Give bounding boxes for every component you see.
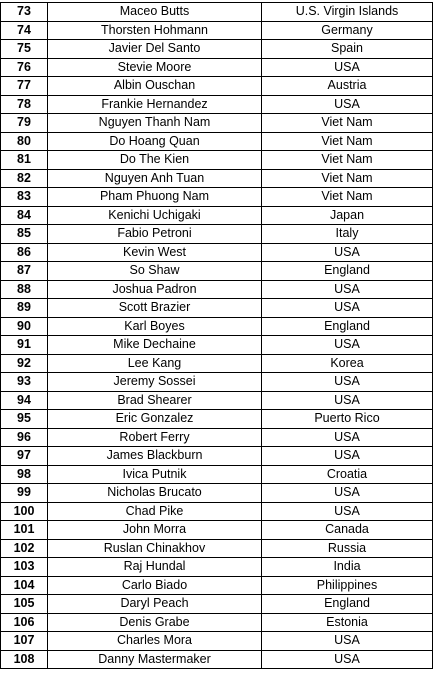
country-cell: USA — [262, 447, 433, 466]
table-row — [1, 3, 433, 22]
table-row — [1, 280, 433, 299]
country-cell: USA — [262, 299, 433, 318]
rank-cell: 86 — [1, 243, 48, 262]
table-row — [1, 502, 433, 521]
rank-cell: 106 — [1, 613, 48, 632]
country-cell: USA — [262, 58, 433, 77]
player-name-cell: Brad Shearer — [48, 391, 262, 410]
player-name-cell: Karl Boyes — [48, 317, 262, 336]
country-cell: Philippines — [262, 576, 433, 595]
player-name-cell: Do Hoang Quan — [48, 132, 262, 151]
rank-cell: 103 — [1, 558, 48, 577]
player-name-cell: Ruslan Chinakhov — [48, 539, 262, 558]
country-cell: England — [262, 262, 433, 281]
country-cell: USA — [262, 373, 433, 392]
table-row — [1, 595, 433, 614]
country-cell: USA — [262, 632, 433, 651]
country-cell: USA — [262, 336, 433, 355]
player-name-cell: Robert Ferry — [48, 428, 262, 447]
rank-cell: 78 — [1, 95, 48, 114]
table-row — [1, 650, 433, 669]
table-row — [1, 169, 433, 188]
player-name-cell: Javier Del Santo — [48, 40, 262, 59]
rank-cell: 94 — [1, 391, 48, 410]
country-cell: Canada — [262, 521, 433, 540]
rank-cell: 88 — [1, 280, 48, 299]
rank-cell: 84 — [1, 206, 48, 225]
rank-cell: 105 — [1, 595, 48, 614]
country-cell: Italy — [262, 225, 433, 244]
country-cell: Germany — [262, 21, 433, 40]
table-row — [1, 354, 433, 373]
rank-cell: 96 — [1, 428, 48, 447]
player-name-cell: Danny Mastermaker — [48, 650, 262, 669]
player-name-cell: Jeremy Sossei — [48, 373, 262, 392]
rank-cell: 85 — [1, 225, 48, 244]
rank-cell: 97 — [1, 447, 48, 466]
player-name-cell: Denis Grabe — [48, 613, 262, 632]
country-cell: Puerto Rico — [262, 410, 433, 429]
player-name-cell: Kevin West — [48, 243, 262, 262]
player-name-cell: Thorsten Hohmann — [48, 21, 262, 40]
rank-cell: 104 — [1, 576, 48, 595]
rank-cell: 95 — [1, 410, 48, 429]
ranking-table-body — [1, 3, 433, 669]
table-row — [1, 77, 433, 96]
country-cell: Viet Nam — [262, 114, 433, 133]
player-name-cell: So Shaw — [48, 262, 262, 281]
country-cell: USA — [262, 502, 433, 521]
table-row — [1, 558, 433, 577]
player-name-cell: James Blackburn — [48, 447, 262, 466]
table-row — [1, 58, 433, 77]
rank-cell: 108 — [1, 650, 48, 669]
rank-cell: 79 — [1, 114, 48, 133]
rank-cell: 100 — [1, 502, 48, 521]
country-cell: Viet Nam — [262, 169, 433, 188]
table-row — [1, 114, 433, 133]
country-cell: Viet Nam — [262, 132, 433, 151]
rank-cell: 87 — [1, 262, 48, 281]
player-name-cell: Frankie Hernandez — [48, 95, 262, 114]
player-name-cell: Lee Kang — [48, 354, 262, 373]
player-name-cell: Nguyen Thanh Nam — [48, 114, 262, 133]
country-cell: Estonia — [262, 613, 433, 632]
player-name-cell: Nguyen Anh Tuan — [48, 169, 262, 188]
table-row — [1, 243, 433, 262]
rank-cell: 98 — [1, 465, 48, 484]
table-row — [1, 40, 433, 59]
country-cell: Russia — [262, 539, 433, 558]
player-name-cell: Ivica Putnik — [48, 465, 262, 484]
rank-cell: 107 — [1, 632, 48, 651]
player-name-cell: Chad Pike — [48, 502, 262, 521]
rank-cell: 75 — [1, 40, 48, 59]
country-cell: Viet Nam — [262, 151, 433, 170]
table-row — [1, 299, 433, 318]
table-row — [1, 632, 433, 651]
rank-cell: 82 — [1, 169, 48, 188]
player-name-cell: John Morra — [48, 521, 262, 540]
rank-cell: 76 — [1, 58, 48, 77]
rank-cell: 73 — [1, 3, 48, 22]
player-name-cell: Kenichi Uchigaki — [48, 206, 262, 225]
rank-cell: 74 — [1, 21, 48, 40]
country-cell: England — [262, 595, 433, 614]
country-cell: Spain — [262, 40, 433, 59]
rank-cell: 92 — [1, 354, 48, 373]
player-name-cell: Do The Kien — [48, 151, 262, 170]
player-name-cell: Eric Gonzalez — [48, 410, 262, 429]
country-cell: USA — [262, 391, 433, 410]
table-row — [1, 447, 433, 466]
rank-cell: 81 — [1, 151, 48, 170]
rank-cell: 91 — [1, 336, 48, 355]
player-name-cell: Stevie Moore — [48, 58, 262, 77]
player-name-cell: Daryl Peach — [48, 595, 262, 614]
player-name-cell: Fabio Petroni — [48, 225, 262, 244]
table-row — [1, 373, 433, 392]
country-cell: England — [262, 317, 433, 336]
player-name-cell: Pham Phuong Nam — [48, 188, 262, 207]
country-cell: Viet Nam — [262, 188, 433, 207]
table-row — [1, 262, 433, 281]
player-name-cell: Nicholas Brucato — [48, 484, 262, 503]
table-row — [1, 95, 433, 114]
country-cell: Japan — [262, 206, 433, 225]
table-row — [1, 188, 433, 207]
country-cell: USA — [262, 95, 433, 114]
rank-cell: 93 — [1, 373, 48, 392]
table-row — [1, 336, 433, 355]
ranking-table — [0, 2, 433, 669]
table-row — [1, 410, 433, 429]
rank-cell: 80 — [1, 132, 48, 151]
rank-cell: 102 — [1, 539, 48, 558]
table-row — [1, 225, 433, 244]
table-row — [1, 465, 433, 484]
country-cell: USA — [262, 428, 433, 447]
player-name-cell: Raj Hundal — [48, 558, 262, 577]
rank-cell: 101 — [1, 521, 48, 540]
table-row — [1, 21, 433, 40]
player-name-cell: Mike Dechaine — [48, 336, 262, 355]
country-cell: U.S. Virgin Islands — [262, 3, 433, 22]
table-row — [1, 391, 433, 410]
player-name-cell: Joshua Padron — [48, 280, 262, 299]
table-row — [1, 428, 433, 447]
table-row — [1, 576, 433, 595]
rank-cell: 99 — [1, 484, 48, 503]
table-row — [1, 151, 433, 170]
player-name-cell: Albin Ouschan — [48, 77, 262, 96]
country-cell: India — [262, 558, 433, 577]
table-row — [1, 206, 433, 225]
player-name-cell: Carlo Biado — [48, 576, 262, 595]
player-name-cell: Maceo Butts — [48, 3, 262, 22]
country-cell: Croatia — [262, 465, 433, 484]
country-cell: USA — [262, 280, 433, 299]
country-cell: Austria — [262, 77, 433, 96]
table-row — [1, 539, 433, 558]
rank-cell: 89 — [1, 299, 48, 318]
player-name-cell: Scott Brazier — [48, 299, 262, 318]
table-row — [1, 132, 433, 151]
rank-cell: 90 — [1, 317, 48, 336]
country-cell: Korea — [262, 354, 433, 373]
table-row — [1, 521, 433, 540]
table-row — [1, 613, 433, 632]
rank-cell: 83 — [1, 188, 48, 207]
rank-cell: 77 — [1, 77, 48, 96]
table-row — [1, 317, 433, 336]
country-cell: USA — [262, 650, 433, 669]
player-name-cell: Charles Mora — [48, 632, 262, 651]
country-cell: USA — [262, 484, 433, 503]
country-cell: USA — [262, 243, 433, 262]
table-row — [1, 484, 433, 503]
